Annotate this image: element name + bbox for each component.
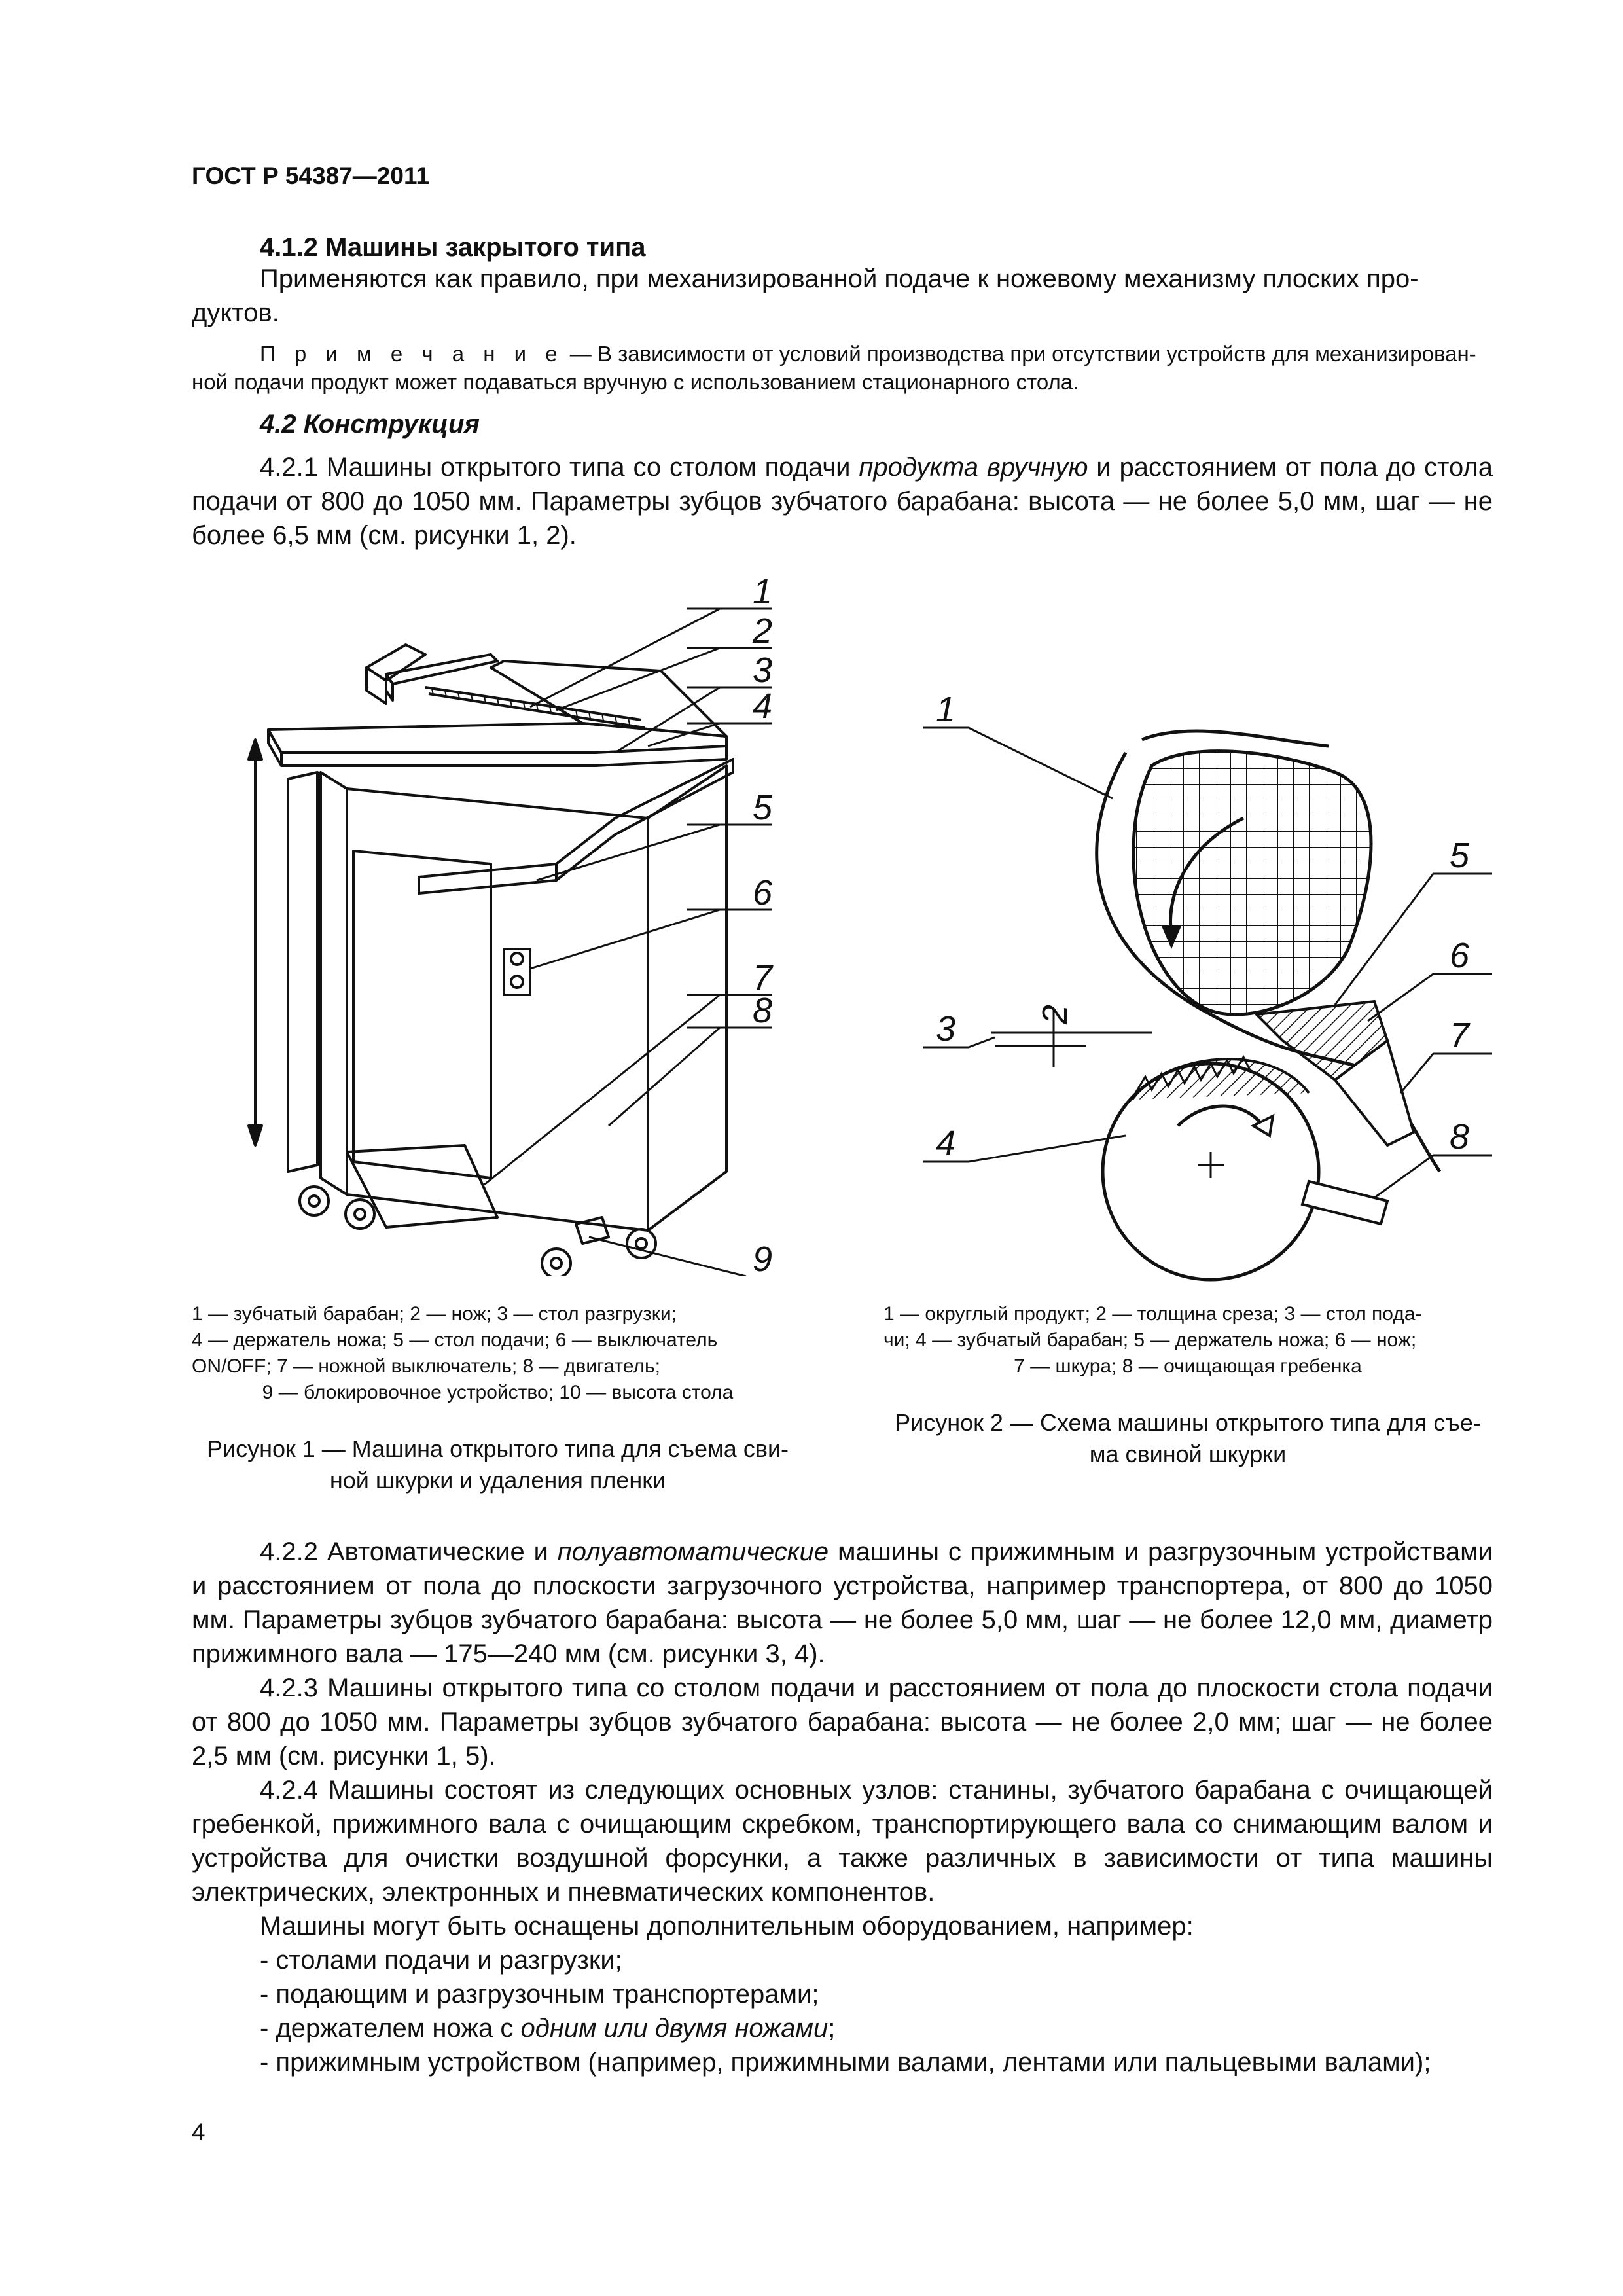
document-id-header: ГОСТ Р 54387—2011 <box>192 162 430 189</box>
figure1-legend <box>192 1301 804 1406</box>
page-number: 4 <box>192 2119 205 2145</box>
li3-emphasis: одним или двумя ножами <box>520 2014 829 2043</box>
fig1-caption-line2: ной шкурки и удаления пленки <box>329 1467 666 1494</box>
list-item-4: - прижимным устройством (например, прижимными валами, лентами или пальцевыми валами); <box>260 2048 1431 2077</box>
fig2-legend-line2: чи; 4 — зубчатый барабан; 5 — держатель ножа; 6 — нож; <box>883 1329 1417 1351</box>
fig1-label-1: 1 <box>753 572 773 611</box>
fig2-label-4: 4 <box>936 1124 956 1163</box>
figure2-legend <box>883 1301 1492 1380</box>
figure1-drawing <box>190 556 812 1276</box>
fig2-legend-line1: 1 — округлый продукт; 2 — толщина среза; 3 — стол пода- <box>883 1303 1422 1325</box>
note-line1 <box>260 340 1493 368</box>
fig2-caption-line1: Рисунок 2 — Схема машины открытого типа для съе- <box>895 1409 1481 1436</box>
fig1-label-7: 7 <box>753 958 773 997</box>
p422-text-a: 4.2.2 Автоматические и <box>260 1537 558 1566</box>
fig2-label-7: 7 <box>1450 1016 1470 1055</box>
li3-text-a: - держателем ножа с <box>260 2014 521 2043</box>
p421-emphasis: продукта вручную <box>859 453 1088 482</box>
fig1-legend-line2: 4 — держатель ножа; 5 — стол подачи; 6 — выключатель <box>192 1329 718 1351</box>
figure2-caption <box>883 1407 1492 1470</box>
note-heading: П р и м е ч а н и е <box>260 342 564 366</box>
paragraph-4-2-2 <box>192 1535 1493 1671</box>
paragraph-4-2-4: 4.2.4 Машины состоят из следующих основных узлов: станины, зубчатого барабана с очищающей гребенкой, прижимного вала с очищающим скребком, транспортирующего вала со снимающим валом и устройства для очистки воздушной форсунки, а также различных в зависимости от типа машины электрических, электронных и пневматических компонентов. <box>192 1776 1493 1907</box>
p421-text-a: 4.2.1 Машины открытого типа со столом подачи <box>260 453 859 482</box>
fig2-label-5: 5 <box>1450 836 1470 875</box>
fig1-caption-line1: Рисунок 1 — Машина открытого типа для съема сви- <box>206 1435 789 1462</box>
fig1-legend-line4: 9 — блокировочное устройство; 10 — высота стола <box>262 1382 734 1403</box>
section-title-4-2: 4.2 Конструкция <box>260 410 480 439</box>
fig1-label-6: 6 <box>753 873 773 912</box>
note-line2: ной подачи продукт может подаваться вручную с использованием стационарного стола. <box>192 370 1079 394</box>
list-item-2: - подающим и разгрузочным транспортерами; <box>260 1980 819 2009</box>
fig2-label-1: 1 <box>936 690 956 729</box>
paragraph-equipment: Машины могут быть оснащены дополнительным оборудованием, например: <box>260 1912 1194 1941</box>
li3-text-b: ; <box>828 2014 836 2043</box>
list-item-1: - столами подачи и разгрузки; <box>260 1946 622 1975</box>
fig2-legend-line3: 7 — шкура; 8 — очищающая гребенка <box>1014 1355 1362 1377</box>
fig2-label-6: 6 <box>1450 936 1470 975</box>
figure1-caption <box>192 1433 804 1496</box>
p421-text-b: и расстоянием от пола до стола подачи от 800 до 1050 мм. Параметры зубцов зубчатого барабана: высота — не более 5,0 мм, шаг — не более 6,5 мм (см. рисунки 1, 2). <box>192 453 1493 550</box>
fig2-label-8: 8 <box>1450 1117 1470 1157</box>
fig1-legend-line3: ON/OFF; 7 — ножной выключатель; 8 — двигатель; <box>192 1355 660 1377</box>
paragraph-4-1-2-line2: дуктов. <box>192 298 279 327</box>
fig2-label-2: 2 <box>1035 1004 1075 1024</box>
section-title-4-1-2: 4.1.2 Машины закрытого типа <box>260 233 646 262</box>
fig1-label-5: 5 <box>753 788 773 827</box>
p422-text-b: машины с прижимным и разгрузочным устройствами и расстоянием от пола до плоскости загрузочного устройства, например транспортера, от 800 до 1050 мм. Параметры зубцов зубчатого барабана: высота — не более 5,0 мм, шаг — не более 12,0 мм, диаметр прижимного вала — 175—240 мм (см. рисунки 3, 4). <box>192 1537 1493 1668</box>
paragraph-4-2-3: 4.2.3 Машины открытого типа со столом подачи и расстоянием от пола до плоскости стола подачи от 800 до 1050 мм. Параметры зубцов зубчатого барабана: высота — не более 2,0 мм; шаг — не более 2,5 мм (см. рисунки 1, 5). <box>192 1674 1493 1770</box>
fig2-caption-line2: ма свиной шкурки <box>1089 1441 1287 1467</box>
note-text1: — В зависимости от условий производства при отсутствии устройств для механизирован- <box>563 342 1476 366</box>
fig1-label-9: 9 <box>753 1240 773 1276</box>
paragraph-4-2-1 <box>192 450 1493 552</box>
paragraph-4-1-2-line1: Применяются как правило, при механизированной подаче к ножевому механизму плоских про- <box>260 264 1419 293</box>
fig2-label-3: 3 <box>936 1009 956 1049</box>
fig1-legend-line1: 1 — зубчатый барабан; 2 — нож; 3 — стол разгрузки; <box>192 1303 677 1325</box>
fig1-label-4: 4 <box>753 687 773 726</box>
figure2-drawing <box>916 674 1505 1283</box>
p422-emphasis: полуавтоматические <box>557 1537 829 1566</box>
fig1-label-2: 2 <box>753 611 773 651</box>
fig1-label-3: 3 <box>753 651 773 690</box>
fig1-label-8: 8 <box>753 991 773 1030</box>
list-item-3 <box>260 2011 835 2045</box>
